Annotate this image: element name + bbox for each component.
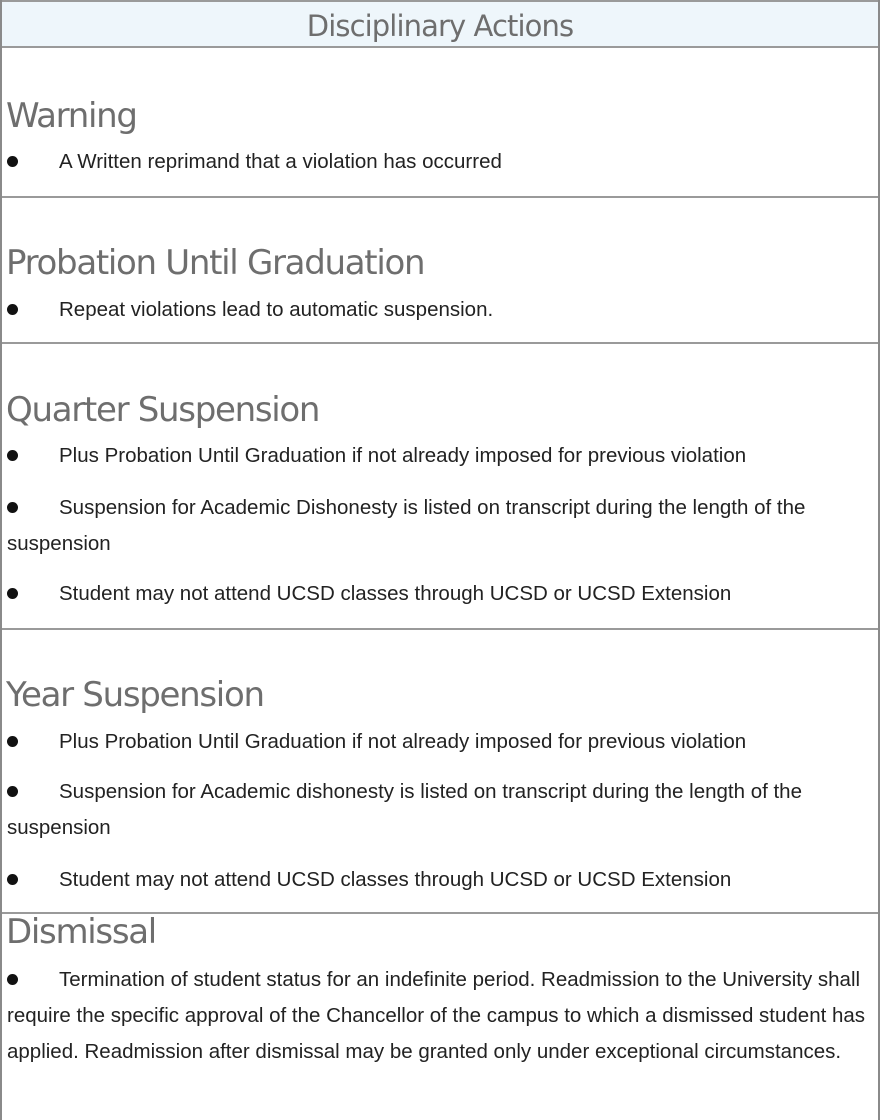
section-title-warning: Warning (6, 96, 137, 136)
list-item-text: A Written reprimand that a violation has occurred (59, 150, 502, 173)
list-item-text: Plus Probation Until Graduation if not already imposed for previous violation (59, 730, 747, 753)
table-header-title: Disciplinary Actions (306, 9, 574, 43)
list-item-text: Student may not attend UCSD classes through UCSD or UCSD Extension (59, 868, 732, 891)
section-title-probation: Probation Until Graduation (6, 243, 425, 283)
list-item-text: Repeat violations lead to automatic suspension. (59, 298, 494, 321)
list-item (7, 438, 867, 474)
row-divider (2, 628, 878, 630)
table-header (2, 0, 878, 48)
bullet-icon (7, 450, 18, 461)
section-title-year-suspension: Year Suspension (6, 675, 264, 715)
bullet-icon (7, 588, 18, 599)
section-title-dismissal: Dismissal (6, 912, 156, 952)
bullet-icon (7, 874, 18, 885)
row-divider (2, 342, 878, 344)
bullet-icon (7, 974, 18, 985)
bullet-icon (7, 156, 18, 167)
row-divider (2, 196, 878, 198)
list-item-text: Termination of student status for an indefinite period. Readmission to the University shall require the specific approval of the Chancellor of the campus to which a dismissed student has applied. Readmission after dismissal may be granted only under exceptional circumstances. (7, 968, 866, 1063)
bullet-icon (7, 736, 18, 747)
list-item (7, 724, 867, 760)
bullet-icon (7, 304, 18, 315)
list-item (7, 490, 867, 562)
list-item-text: Student may not attend UCSD classes through UCSD or UCSD Extension (59, 582, 732, 605)
list-item-text: Suspension for Academic dishonesty is listed on transcript during the length of the suspension (7, 780, 802, 839)
list-item (7, 862, 867, 898)
list-item (7, 962, 867, 1070)
section-title-quarter-suspension: Quarter Suspension (6, 390, 320, 430)
bullet-icon (7, 786, 18, 797)
list-item (7, 144, 867, 180)
bullet-icon (7, 502, 18, 513)
list-item-text: Suspension for Academic Dishonesty is listed on transcript during the length of the suspension (7, 496, 806, 555)
list-item (7, 774, 867, 846)
list-item-text: Plus Probation Until Graduation if not already imposed for previous violation (59, 444, 747, 467)
list-item (7, 576, 867, 612)
list-item (7, 292, 867, 328)
